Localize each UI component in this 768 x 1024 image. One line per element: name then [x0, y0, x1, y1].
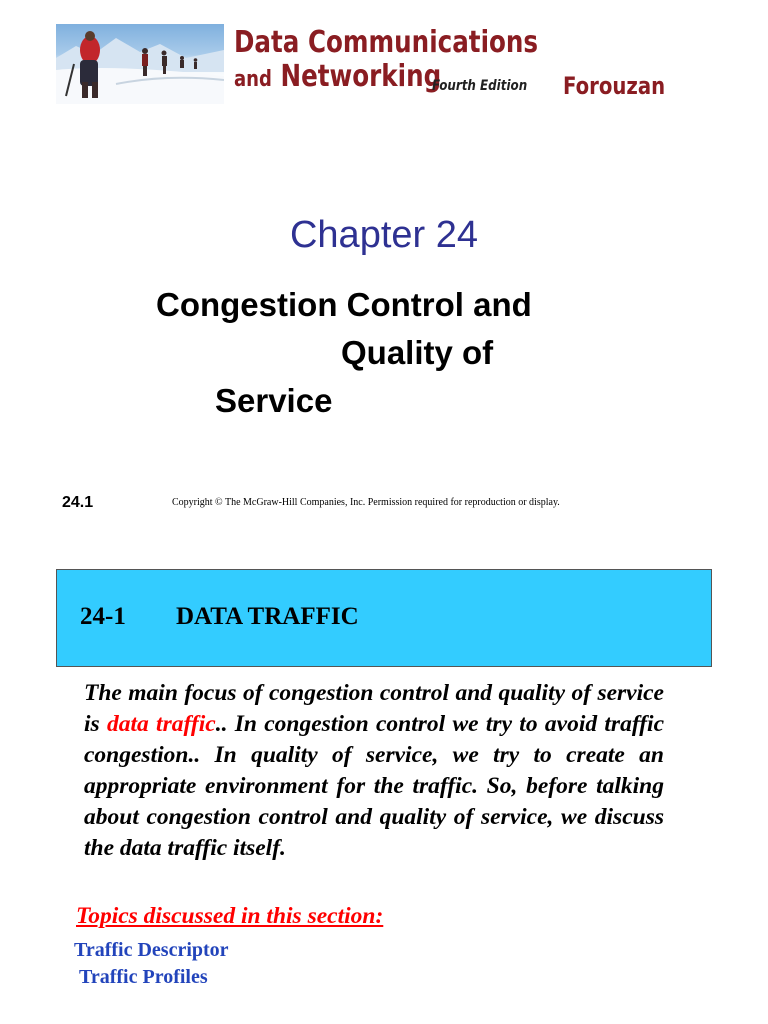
chapter-title-line-3: Service	[215, 382, 333, 419]
copyright-notice: Copyright © The McGraw-Hill Companies, Inc. Permission required for reproduction or display.	[172, 497, 560, 508]
topic-item: Traffic Descriptor	[74, 939, 229, 961]
topics-heading: Topics discussed in this section:	[76, 903, 384, 929]
intro-text-before: The main focus of congestion control and quality of service is	[84, 680, 664, 737]
book-title-line1: Data Communications	[234, 25, 539, 60]
intro-highlight: data traffic	[106, 711, 216, 737]
book-title-and: and	[234, 67, 272, 92]
chapter-title-line-2: Quality of	[341, 334, 494, 371]
book-banner	[56, 24, 678, 106]
chapter-label: Chapter 24	[289, 214, 478, 256]
book-edition: Fourth Edition	[432, 78, 528, 94]
section-title: DATA TRAFFIC	[176, 603, 359, 630]
intro-text-after: .. In congestion control we try to avoid traffic congestion.. In quality of service, we try to create an appropriate environment for the traffic. So, before talking about congestion control and quality of service, we discuss the data traffic itself.	[84, 711, 665, 861]
intro-paragraph	[84, 678, 664, 864]
topic-item: Traffic Profiles	[79, 966, 208, 988]
book-title-line2: Networking	[280, 59, 442, 94]
section-number: 24-1	[80, 603, 126, 630]
mountain-climbers-photo	[56, 24, 224, 104]
section-header-box	[56, 569, 712, 667]
slide-number: 24.1	[62, 494, 94, 511]
chapter-title-line-1: Congestion Control and	[156, 286, 532, 323]
book-author: Forouzan	[563, 72, 666, 100]
